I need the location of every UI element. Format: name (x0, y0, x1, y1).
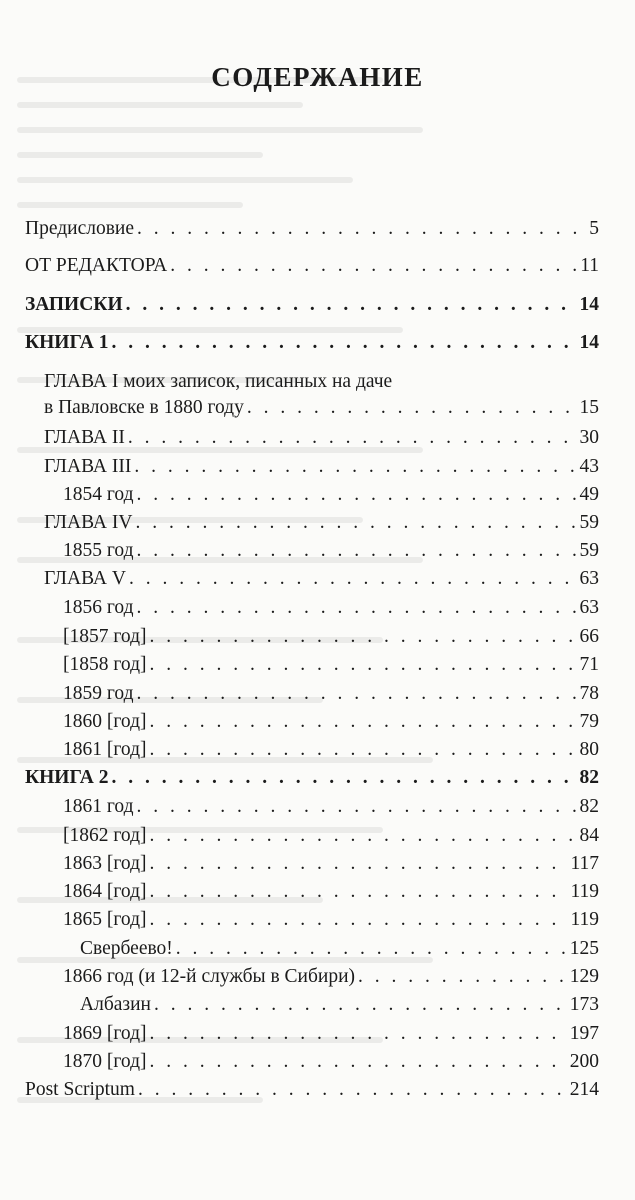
toc-entry-year-1861[interactable] (63, 738, 599, 762)
toc-entry-label: ГЛАВА III (44, 456, 132, 477)
toc-page-number: 71 (579, 654, 599, 675)
leader-dots (137, 483, 576, 507)
leader-dots (149, 908, 566, 932)
toc-entry-year-1859[interactable] (63, 682, 599, 706)
page-title: СОДЕРЖАНИЕ (211, 62, 424, 92)
leader-dots (149, 710, 575, 734)
toc-page-number: 59 (579, 540, 599, 561)
toc-entry-albazin[interactable] (80, 993, 599, 1017)
toc-entry-label: ГЛАВА V (44, 568, 126, 589)
toc-page-number: 14 (579, 294, 599, 315)
toc-entry-label: ОТ РЕДАКТОРА (25, 255, 168, 276)
leader-dots (149, 1022, 565, 1046)
toc-page-number: 129 (569, 966, 599, 987)
toc-entry-label: 1861 год (63, 796, 134, 817)
leader-dots (137, 596, 576, 620)
toc-entry-label: Post Scriptum (25, 1079, 135, 1100)
toc-entry-year-1856[interactable] (63, 596, 599, 620)
toc-entry-notes[interactable] (25, 293, 599, 317)
toc-page-number: 59 (579, 512, 599, 533)
toc-entry-label: в Павловске в 1880 году (44, 397, 244, 418)
toc-entry-label: ЗАПИСКИ (25, 294, 123, 315)
toc-entry-label: 1855 год (63, 540, 134, 561)
toc-entry-label: 1864 [год] (63, 881, 147, 902)
toc-entry-label: [1862 год] (63, 825, 147, 846)
toc-entry-chapter-1[interactable] (44, 396, 599, 420)
toc-page-number: 5 (589, 218, 599, 239)
toc-entry-chapter-3[interactable] (44, 455, 599, 479)
toc-entry-label: КНИГА 2 (25, 767, 109, 788)
toc-page-number: 197 (569, 1023, 599, 1044)
toc-page-number: 82 (579, 796, 599, 817)
toc-entry-year-1861-b2[interactable] (63, 795, 599, 819)
toc-page-number: 200 (569, 1051, 599, 1072)
toc-entry-label: 1861 [год] (63, 739, 147, 760)
toc-entry-year-1858[interactable] (63, 653, 599, 677)
toc-entry-chapter-5[interactable] (44, 567, 599, 591)
toc-page-number: 66 (579, 626, 599, 647)
leader-dots (149, 880, 566, 904)
leader-dots (149, 625, 575, 649)
toc-entry-label: ГЛАВА IV (44, 512, 133, 533)
toc-page-number: 119 (570, 909, 599, 930)
toc-page-number: 84 (579, 825, 599, 846)
toc-entry-label: [1858 год] (63, 654, 147, 675)
toc-entry-label: КНИГА 1 (25, 332, 109, 353)
leader-dots (247, 396, 576, 420)
toc-entry-year-1855[interactable] (63, 539, 599, 563)
toc-entry-post-scriptum[interactable] (25, 1078, 599, 1102)
leader-dots (149, 738, 575, 762)
toc-entry-label: 1869 [год] (63, 1023, 147, 1044)
leader-dots (176, 937, 566, 961)
toc-page-number: 43 (579, 456, 599, 477)
toc-entry-label: Свербеево! (80, 938, 173, 959)
toc-entry-label: 1866 год (и 12-й службы в Сибири) (63, 966, 356, 987)
leader-dots (134, 455, 575, 479)
leader-dots (149, 1050, 565, 1074)
toc-entry-label: 1865 [год] (63, 909, 147, 930)
toc-page-number: 14 (579, 332, 599, 353)
toc-entry-year-1866[interactable] (63, 965, 599, 989)
toc-page-number: 117 (570, 853, 599, 874)
toc-entry-year-1854[interactable] (63, 483, 599, 507)
toc-page-number: 82 (579, 767, 599, 788)
toc-entry-chapter-1-line1: ГЛАВА I моих записок, писанных на даче (44, 371, 393, 392)
leader-dots (111, 331, 575, 355)
leader-dots (129, 567, 576, 591)
toc-page-number: 11 (580, 255, 599, 276)
toc-entry-label: ГЛАВА II (44, 427, 125, 448)
toc-entry-book-1[interactable] (25, 331, 599, 355)
toc-page-number: 80 (579, 739, 599, 760)
toc-entry-year-1857[interactable] (63, 625, 599, 649)
toc-entry-year-1862[interactable] (63, 824, 599, 848)
leader-dots (149, 824, 575, 848)
toc-entry-label: 1870 [год] (63, 1051, 147, 1072)
toc-entry-year-1865[interactable] (63, 908, 599, 932)
toc-entry-label: [1857 год] (63, 626, 147, 647)
toc-entry-label: Албазин (80, 994, 151, 1015)
toc-entry-chapter-2[interactable] (44, 426, 599, 450)
leader-dots (149, 852, 566, 876)
toc-entry-from-editor[interactable] (25, 254, 599, 278)
toc-entry-label: 1860 [год] (63, 711, 147, 732)
toc-entry-label: 1859 год (63, 683, 134, 704)
toc-page-number: 119 (570, 881, 599, 902)
toc-page-number: 49 (579, 484, 599, 505)
toc-entry-label: 1854 год (63, 484, 134, 505)
toc-entry-label: 1856 год (63, 597, 134, 618)
leader-dots (126, 293, 576, 317)
leader-dots (149, 653, 575, 677)
leader-dots (358, 965, 566, 989)
toc-page-number: 78 (579, 683, 599, 704)
toc-entry-year-1869[interactable] (63, 1022, 599, 1046)
toc-page-number: 15 (579, 397, 599, 418)
toc-entry-chapter-4[interactable] (44, 511, 599, 535)
toc-entry-year-1863[interactable] (63, 852, 599, 876)
toc-page-number: 125 (569, 938, 599, 959)
leader-dots (154, 993, 566, 1017)
toc-page-number: 173 (569, 994, 599, 1015)
leader-dots (111, 766, 575, 790)
toc-entry-year-1860[interactable] (63, 710, 599, 734)
toc-entry-year-1864[interactable] (63, 880, 599, 904)
toc-entry-label: Предисловие (25, 218, 135, 239)
leader-dots (170, 254, 576, 278)
toc-entry-preface[interactable] (25, 217, 599, 241)
leader-dots (137, 539, 576, 563)
toc-page-number: 63 (579, 597, 599, 618)
leader-dots (137, 795, 576, 819)
toc-entry-label: 1863 [год] (63, 853, 147, 874)
leader-dots (128, 426, 576, 450)
toc-entry-sverbeevo[interactable] (80, 937, 599, 961)
leader-dots (138, 1078, 566, 1102)
leader-dots (137, 682, 576, 706)
toc-entry-book-2[interactable] (25, 766, 599, 790)
toc-page-number: 214 (569, 1079, 599, 1100)
toc-page-number: 79 (579, 711, 599, 732)
toc-page-number: 30 (579, 427, 599, 448)
leader-dots (135, 511, 575, 535)
toc-entry-year-1870[interactable] (63, 1050, 599, 1074)
leader-dots (137, 217, 585, 241)
toc-page-number: 63 (579, 568, 599, 589)
